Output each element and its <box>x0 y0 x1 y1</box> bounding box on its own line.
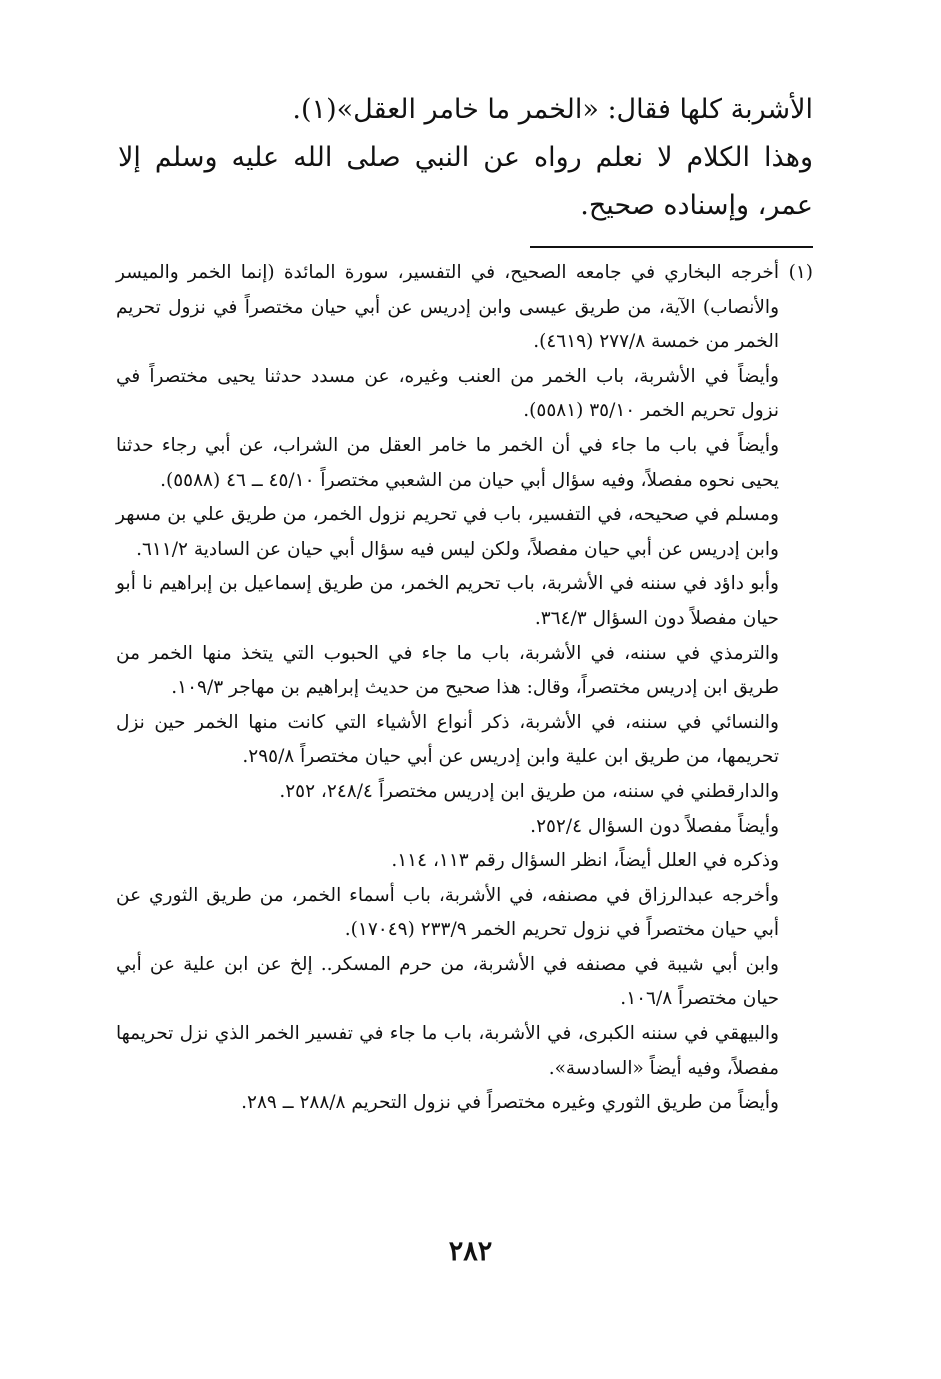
main-text <box>118 86 813 230</box>
footnote-marker: (١) <box>788 262 813 283</box>
footnote-separator <box>530 246 813 248</box>
footnote-paragraph: وأبو داؤد في سننه في الأشربة، باب تحريم الخمر، من طريق إسماعيل بن إبراهيم نا أبو حيان مفصلاً دون السؤال ٣٦٤/٣. <box>116 573 779 629</box>
footnotes <box>116 256 813 1121</box>
footnote-paragraph: وأيضاً في باب ما جاء في أن الخمر ما خامر العقل من الشراب، عن أبي رجاء حدثنا يحيى نحوه مفصلاً، وفيه سؤال أبي حيان من الشعبي مختصراً ٤٥/١٠ ــ ٤٦ (٥٥٨٨). <box>116 434 779 491</box>
footnote-paragraph: وأخرجه عبدالرزاق في مصنفه، في الأشربة، باب أسماء الخمر، من طريق الثوري عن أبي حيان مختصراً في نزول تحريم الخمر ٢٣٣/٩ (١٧٠٤٩). <box>116 884 779 941</box>
footnote-paragraph: وذكره في العلل أيضاً، انظر السؤال رقم ١١٣، ١١٤. <box>391 850 779 872</box>
footnote-body <box>116 256 779 1121</box>
footnote-paragraph: أخرجه البخاري في جامعه الصحيح، في التفسير، سورة المائدة (إنما الخمر والميسر والأنصاب) الآية، من طريق عيسى وابن إدريس عن أبي حيان مختصراً في نزول تحريم الخمر من خمسة ٢٧٧/٨ (٤٦١٩). <box>116 262 779 353</box>
footnote-paragraph: ومسلم في صحيحه، في التفسير، باب في تحريم نزول الخمر، من طريق علي بن مسهر وابن إدريس عن أبي حيان مفصلاً، ولكن ليس فيه سؤال أبي حيان عن السادية ٦١١/٢. <box>116 504 779 560</box>
main-paragraph: الأشربة كلها فقال: «الخمر ما خامر العقل»(١). <box>292 94 813 125</box>
footnote-paragraph: والترمذي في سننه، في الأشربة، باب ما جاء في الحبوب التي يتخذ منها الخمر من طريق ابن إدريس مختصراً، وقال: هذا صحيح من حديث إبراهيم بن مهاجر ١٠٩/٣. <box>116 642 779 699</box>
footnote-paragraph: وأيضاً في الأشربة، باب الخمر من العنب وغيره، عن مسدد حدثنا يحيى مختصراً في نزول تحريم الخمر ٣٥/١٠ (٥٥٨١). <box>116 365 779 422</box>
footnote-paragraph: والنسائي في سننه، في الأشربة، ذكر أنواع الأشياء التي كانت منها الخمر حين نزل تحريمها، من طريق ابن علية وابن إدريس عن أبي حيان مختصراً ٢٩٥/٨. <box>116 711 779 768</box>
footnote-1 <box>116 256 813 1121</box>
footnote-paragraph: والدارقطني في سننه، من طريق ابن إدريس مختصراً ٢٤٨/٤، ٢٥٢. <box>279 780 779 802</box>
footnote-paragraph: وأيضاً من طريق الثوري وغيره مختصراً في نزول التحريم ٢٨٨/٨ ــ ٢٨٩. <box>241 1092 779 1114</box>
main-paragraph: وهذا الكلام لا نعلم رواه عن النبي صلى الله عليه وسلم إلا عمر، وإسناده صحيح. <box>118 142 813 221</box>
footnote-paragraph: والبيهقي في سننه الكبرى، في الأشربة، باب ما جاء في تفسير الخمر الذي نزل تحريمها مفصلاً، وفيه أيضاً «السادسة». <box>116 1023 779 1079</box>
page-number: ٢٨٢ <box>448 1236 493 1267</box>
footnote-paragraph: وابن أبي شيبة في مصنفه في الأشربة، من حرم المسكر.. إلخ عن ابن علية عن أبي حيان مختصراً ١٠٦/٨. <box>116 953 779 1010</box>
footnote-paragraph: وأيضاً مفصلاً دون السؤال ٢٥٢/٤. <box>530 815 779 837</box>
